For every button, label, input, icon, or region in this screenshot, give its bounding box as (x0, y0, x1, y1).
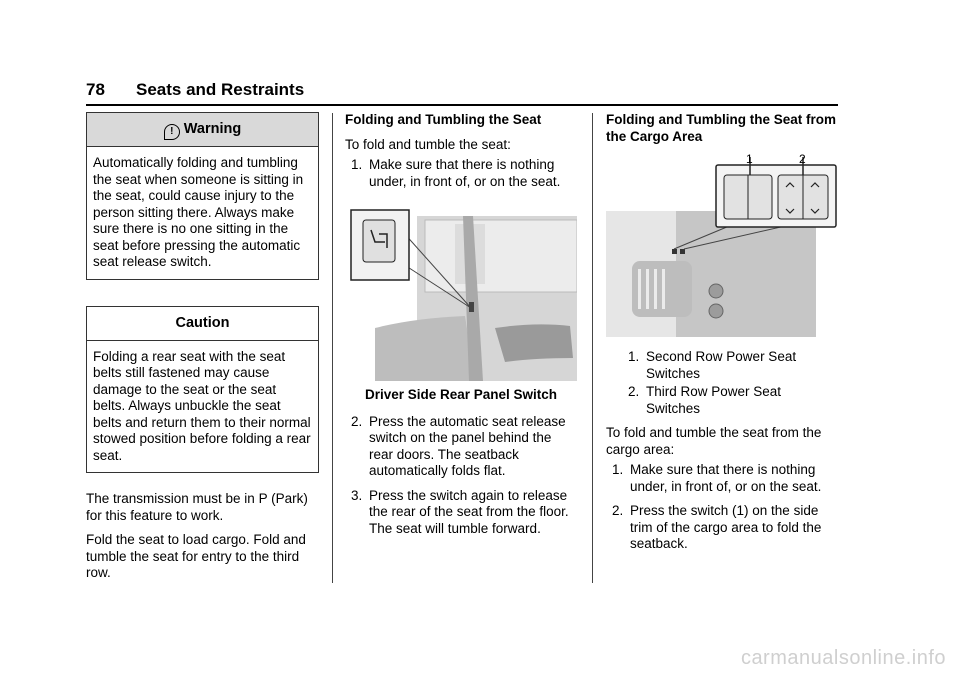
step-text: Make sure that there is nothing under, in front of, or on the seat. (630, 462, 822, 494)
legend-number: 2. (628, 384, 640, 399)
caution-header: Caution (87, 307, 318, 341)
list-item (606, 503, 838, 553)
column-1 (86, 112, 319, 582)
cargo-area-figure (606, 151, 838, 341)
step-number: 2. (612, 503, 624, 518)
cargo-legend (606, 349, 838, 417)
column-3 (606, 112, 838, 561)
fold-steps-a (345, 157, 577, 190)
callout-1: 1 (746, 152, 753, 166)
step-number: 1. (351, 157, 363, 172)
list-item (345, 488, 577, 538)
step-text: Press the switch (1) on the side trim of the cargo area to fold the seatback. (630, 503, 822, 551)
step-text: Press the switch again to release the rear of the seat from the floor. The seat will tumble forward. (369, 487, 569, 536)
step-text: Make sure that there is nothing under, in front of, or on the seat. (369, 157, 561, 189)
step-number: 3. (351, 487, 363, 503)
list-item (606, 349, 838, 382)
cargo-fold-steps (606, 462, 838, 553)
caution-body (87, 341, 318, 473)
transmission-note: The transmission must be in P (Park) for this feature to work. (86, 491, 308, 523)
caution-box (86, 306, 319, 474)
list-item (345, 414, 577, 480)
section-title: Seats and Restraints (136, 80, 305, 99)
fold-tumble-heading: Folding and Tumbling the Seat (345, 112, 542, 127)
step-number: 1. (612, 462, 624, 477)
figure-caption: Driver Side Rear Panel Switch (364, 387, 558, 402)
warning-header (87, 113, 318, 147)
column-2 (345, 112, 577, 545)
legend-text: Second Row Power Seat Switches (646, 349, 797, 381)
step-text: Press the automatic seat release switch on the panel behind the rear doors. The seatback automatically folds flat. (369, 413, 566, 478)
step-number: 2. (351, 413, 363, 429)
cargo-fold-intro: To fold and tumble the seat from the cargo area: (606, 425, 822, 457)
fold-steps-b (345, 414, 577, 538)
list-item (606, 462, 838, 495)
fold-note: Fold the seat to load cargo. Fold and tumble the seat for entry to the third row. (86, 532, 306, 580)
rear-panel-switch-figure (345, 198, 577, 381)
cargo-fold-heading: Folding and Tumbling the Seat from the Cargo Area (606, 112, 836, 144)
warning-body (87, 147, 318, 279)
list-item (606, 384, 838, 417)
warning-text: Automatically folding and tumbling the seat when someone is sitting in the seat, could cause injury to the person sitting there. Always make sure there is no one sitting in the seat before pressing the automatic seat release switch. (93, 155, 304, 269)
warning-box (86, 112, 319, 280)
column-divider-1 (332, 113, 333, 583)
watermark: carmanualsonline.info (740, 647, 946, 669)
warning-title: Warning (183, 121, 242, 137)
warning-icon: ! (164, 124, 180, 140)
page-number: 78 (86, 80, 105, 99)
list-item (345, 157, 577, 190)
rear-panel-illustration (345, 198, 577, 381)
column-divider-2 (592, 113, 593, 583)
page-header (86, 80, 838, 104)
cargo-area-illustration (606, 151, 838, 341)
caution-text: Folding a rear seat with the seat belts still fastened may cause damage to the seat or the seat belts. Always unbuckle the seat belts and return them to their normal stowed position before folding a rear seat. (93, 348, 311, 463)
header-rule (86, 104, 838, 106)
legend-number: 1. (628, 349, 640, 364)
fold-tumble-intro: To fold and tumble the seat: (345, 136, 511, 152)
legend-text: Third Row Power Seat Switches (646, 384, 782, 416)
callout-2: 2 (799, 152, 806, 166)
